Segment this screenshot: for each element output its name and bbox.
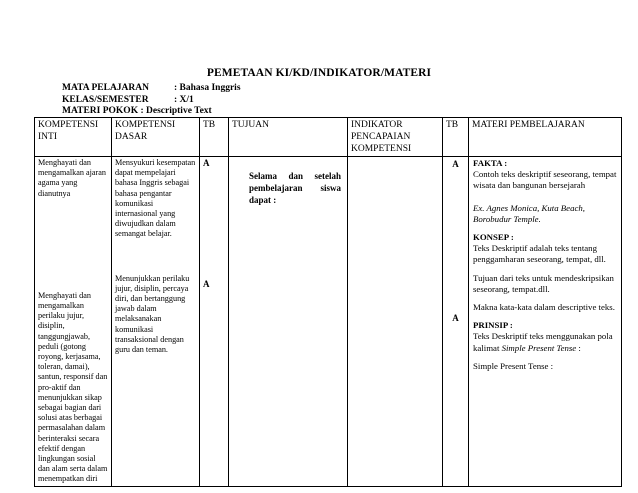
kd-2-text: Menunjukkan perilaku jujur, disiplin, percaya diri, dan bertanggung jawab dalam melaksanakan komunikasi transaksional dengan guru dan teman. <box>115 273 190 355</box>
konsep-tujuan: Tujuan dari teks untuk mendeskripsikan seseorang, tempat.dll. <box>473 272 614 294</box>
ki-1-text: Menghayati dan mengamalkan ajaran agama yang dianutnya <box>38 158 106 198</box>
cell-materi <box>469 157 622 487</box>
fakta-examples-text: Ex. Agnes Monica, Kuta Beach, Borobudur Temple. <box>473 202 585 224</box>
page-title: PEMETAAN KI/KD/INDIKATOR/MATERI <box>206 67 432 79</box>
meta-value: : Bahasa Inggris <box>174 83 241 93</box>
meta-row-subject <box>62 83 241 95</box>
header-materi: MATERI PEMBELAJARAN <box>469 118 622 157</box>
header-tb2: TB <box>443 118 469 157</box>
header-kd: KOMPETENSI DASAR <box>112 118 200 157</box>
table-header-row <box>35 118 622 157</box>
meta-value: : X/1 <box>174 94 194 105</box>
tb2-a1: A <box>452 159 459 169</box>
meta-row-topic <box>62 106 241 118</box>
kd-1-text: Mensyukuri kesempatan dapat mempelajari bahasa Inggris sebagai bahasa pengantar komunikasi internasional yang diwujudkan dalam semangat belajar. <box>115 158 196 239</box>
spt-label: Simple Present Tense : <box>473 360 554 371</box>
prinsip-text-2: : <box>576 342 581 353</box>
cell-ki <box>35 157 112 487</box>
meta-label: MATA PELAJARAN <box>62 83 149 93</box>
cell-tujuan: Selama dan setelah pembelajaran siswa dapat : <box>229 157 348 487</box>
tb2-a2: A <box>452 313 459 323</box>
fakta-text: Contoh teks deskriptif seseorang, tempat wisata dan bangunan bersejarah <box>473 169 617 191</box>
table-row <box>35 157 622 487</box>
meta-value: : Descriptive Text <box>140 106 212 116</box>
header-indikator: INDIKATOR PENCAPAIAN KOMPETENSI <box>348 118 443 157</box>
konsep-makna: Makna kata-kata dalam descriptive teks. <box>473 302 615 313</box>
prinsip-title: PRINSIP : <box>473 320 513 331</box>
meta-label: MATERI POKOK <box>62 106 139 116</box>
cell-tb <box>200 157 229 487</box>
konsep-text: Teks Deskriptif adalah teks tentang penggamharan seseorang, tempat, dll. <box>473 243 606 265</box>
cell-tb2 <box>443 157 469 487</box>
prinsip-text-1: Teks Deskriptif teks menggunakan pola kalimat <box>473 331 613 353</box>
meta-row-class <box>62 95 241 107</box>
ki-2-text: Menghayati dan mengamalkan perilaku jujur, disiplin, tanggungjawab, peduli (gotong royong, kerjasama, toleran, damai), santun, responsif dan pro-aktif dan menunjukkan sikap sebagai bagian dari solusi atas berbagai permasalahan dalam berinteraksi secara efektif dengan lingkungan sosial dan alam serta dalam menempatkan diri <box>38 290 108 484</box>
header-tujuan: TUJUAN <box>229 118 348 157</box>
cell-kd <box>112 157 200 487</box>
header-tb: TB <box>200 118 229 157</box>
header-ki: KOMPETENSI INTI <box>35 118 112 157</box>
meta-label: KELAS/SEMESTER <box>62 94 149 105</box>
cell-indikator <box>348 157 443 487</box>
prinsip-text-em: Simple Present Tense <box>501 342 577 353</box>
tb-a2: A <box>203 279 210 290</box>
konsep-title: KONSEP : <box>473 232 514 243</box>
mapping-table <box>34 117 622 487</box>
fakta-title: FAKTA : <box>473 158 508 168</box>
prinsip-text <box>473 331 618 353</box>
fakta-examples <box>473 203 618 225</box>
meta-block <box>62 83 241 118</box>
tb-a1: A <box>203 158 210 168</box>
